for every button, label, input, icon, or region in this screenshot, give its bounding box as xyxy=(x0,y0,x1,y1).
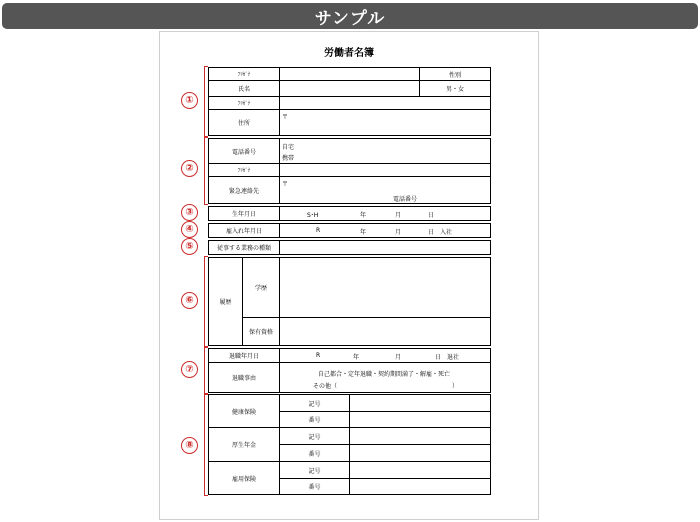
pension-symbol-field[interactable] xyxy=(349,427,491,445)
furigana-emergency-field[interactable] xyxy=(279,163,491,177)
section-7-bracket xyxy=(204,347,208,394)
hire-month-unit: 月 xyxy=(395,229,402,236)
retire-leave-label: 退社 xyxy=(447,354,460,361)
health-number-label: 番号 xyxy=(279,411,350,428)
retirement-reason-label: 退職事由 xyxy=(208,362,280,393)
retire-month-unit: 月 xyxy=(395,354,402,361)
birth-year-unit: 年 xyxy=(360,212,367,219)
hire-date-label: 雇入れ年月日 xyxy=(208,223,280,238)
emergency-phone-label: 電話番号 xyxy=(393,196,418,203)
history-label: 履歴 xyxy=(208,257,243,346)
hire-era: R xyxy=(316,227,321,234)
retirement-date-field[interactable] xyxy=(279,348,491,363)
pension-number-label: 番号 xyxy=(279,444,350,462)
employment-insurance-label: 雇用保険 xyxy=(208,461,280,495)
hire-entry-label: 入社 xyxy=(440,229,453,236)
hire-day-unit: 日 xyxy=(428,229,435,236)
birth-era: S･H xyxy=(307,212,319,219)
qualification-label: 保有資格 xyxy=(242,317,280,346)
furigana-address-label: ﾌﾘｶﾞﾅ xyxy=(208,96,280,110)
name-field[interactable] xyxy=(279,80,420,97)
sample-banner: サンプル xyxy=(2,3,698,29)
health-insurance-label: 健康保険 xyxy=(208,394,280,428)
emergency-contact-field[interactable] xyxy=(279,176,491,204)
gender-label: 性別 xyxy=(419,67,491,81)
emergency-contact-label: 緊急連絡先 xyxy=(208,176,280,204)
gender-value[interactable]: 男・女 xyxy=(419,80,491,97)
section-8-bracket xyxy=(204,394,208,496)
hire-date-field[interactable] xyxy=(279,223,491,238)
job-type-field[interactable] xyxy=(279,240,491,255)
birth-month-unit: 月 xyxy=(395,212,402,219)
postal-mark: 〒 xyxy=(282,114,289,121)
section-marker-4: ④ xyxy=(181,221,198,238)
furigana-emergency-label: ﾌﾘｶﾞﾅ xyxy=(208,163,280,177)
name-label: 氏名 xyxy=(208,80,280,97)
section-1-bracket xyxy=(204,66,208,137)
section-marker-6: ⑥ xyxy=(181,292,198,309)
pension-symbol-label: 記号 xyxy=(279,427,350,445)
phone-mobile-label: 携帯 xyxy=(282,155,295,162)
section-marker-8: ⑧ xyxy=(181,437,198,454)
retire-era: R xyxy=(316,352,321,359)
retirement-reason-options: 自己都合・定年退職・契約期間満了・解雇・死亡 xyxy=(318,371,451,378)
emergency-postal-mark: 〒 xyxy=(282,181,289,188)
pension-number-field[interactable] xyxy=(349,444,491,462)
employment-symbol-label: 記号 xyxy=(279,461,350,479)
qualification-field[interactable] xyxy=(279,317,491,346)
education-label: 学歴 xyxy=(242,257,280,318)
furigana-address-field[interactable] xyxy=(279,96,491,110)
health-number-field[interactable] xyxy=(349,411,491,428)
section-6-bracket xyxy=(204,256,208,347)
pension-label: 厚生年金 xyxy=(208,427,280,462)
employment-symbol-field[interactable] xyxy=(349,461,491,479)
health-symbol-label: 記号 xyxy=(279,394,350,412)
section-2-bracket xyxy=(204,137,208,205)
phone-label: 電話番号 xyxy=(208,138,280,164)
employment-number-field[interactable] xyxy=(349,478,491,495)
section-marker-5: ⑤ xyxy=(181,238,198,255)
retirement-reason-close: ） xyxy=(452,383,459,390)
document-title: 労働者名簿 xyxy=(324,48,374,59)
section-marker-1: ① xyxy=(181,92,198,109)
health-symbol-field[interactable] xyxy=(349,394,491,412)
furigana-name-field[interactable] xyxy=(279,67,420,81)
section-marker-3: ③ xyxy=(181,204,198,221)
retire-day-unit: 日 xyxy=(435,354,442,361)
retire-year-unit: 年 xyxy=(353,354,360,361)
phone-field[interactable] xyxy=(279,138,491,164)
birth-day-unit: 日 xyxy=(428,212,435,219)
section-marker-7: ⑦ xyxy=(181,361,198,378)
retirement-date-label: 退職年月日 xyxy=(208,348,280,363)
education-field[interactable] xyxy=(279,257,491,318)
furigana-label: ﾌﾘｶﾞﾅ xyxy=(208,67,280,81)
job-type-label: 従事する業務の種類 xyxy=(208,240,280,255)
hire-year-unit: 年 xyxy=(360,229,367,236)
address-label: 住所 xyxy=(208,109,280,136)
employment-number-label: 番号 xyxy=(279,478,350,495)
section-marker-2: ② xyxy=(181,160,198,177)
birth-date-label: 生年月日 xyxy=(208,206,280,221)
address-field[interactable] xyxy=(279,109,491,136)
phone-home-label: 自宅 xyxy=(282,144,295,151)
retirement-reason-other: その他（ xyxy=(313,383,338,390)
